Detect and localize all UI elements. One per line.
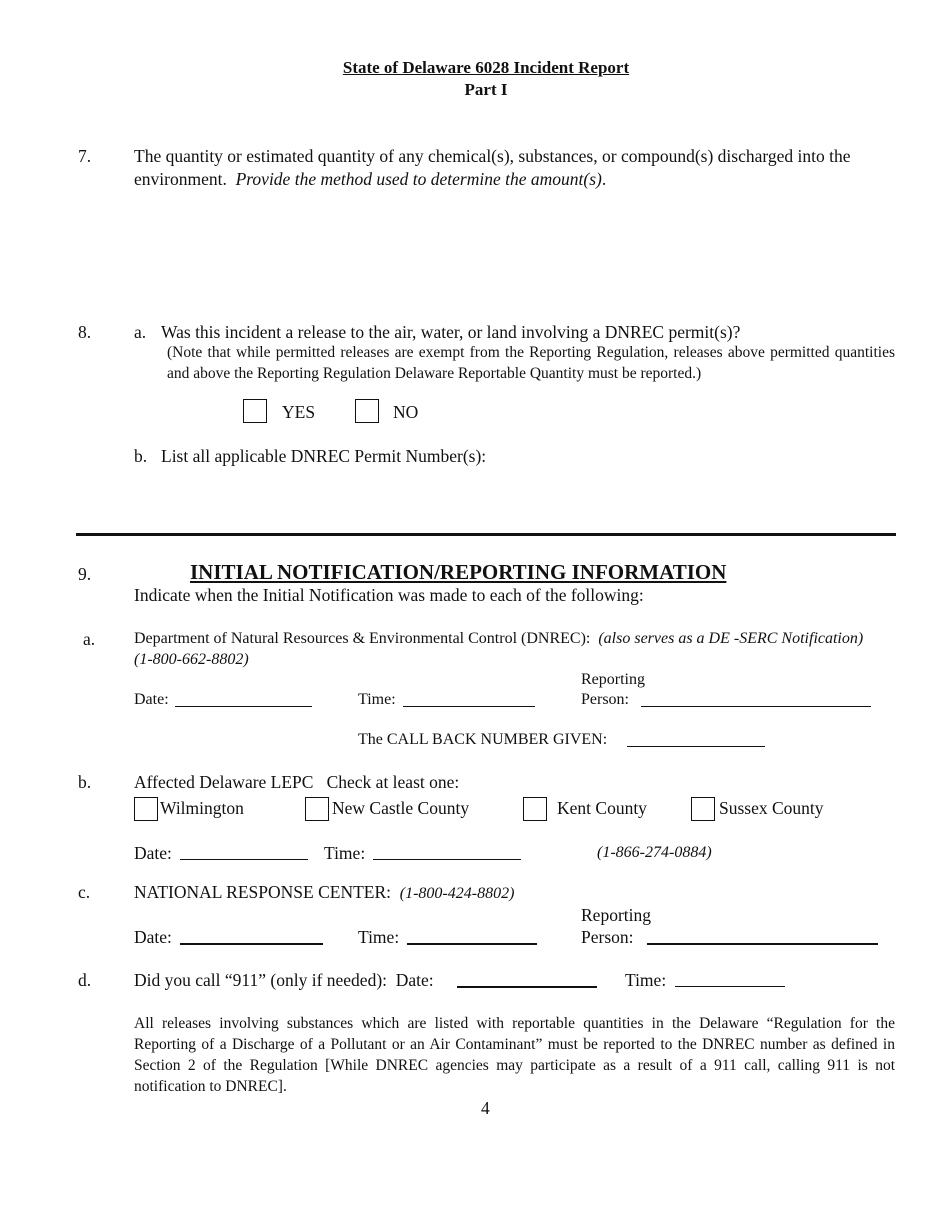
wilmington-checkbox[interactable] [134,797,158,821]
lepc-title: Affected Delaware LEPC [134,772,314,792]
q9b-phone: (1-866-274-0884) [597,844,712,861]
q8-number: 8. [78,322,92,342]
q7-text-line1: The quantity or estimated quantity of any chemical(s), substances, or compound(s) discharged into the [134,146,851,166]
q9c-reporting-label: Reporting [581,905,651,925]
q7-method-instruction: Provide the method used to determine the amount(s) [235,169,602,189]
sussex-county-checkbox[interactable] [691,797,715,821]
q9a-time-field[interactable] [403,706,535,707]
q9a-label: a. [83,629,96,649]
q9a-agency-name: Department of Natural Resources & Environmental Control (DNREC): [134,630,591,647]
q9d-date-field[interactable] [457,986,597,988]
sussex-county-label: Sussex County [719,798,824,818]
q9d-date-label: Date: [395,970,434,990]
q9b-label: b. [78,772,92,792]
lepc-check-note: Check at least one: [326,772,460,792]
q9b-time-field[interactable] [373,859,521,860]
q9d-time-label: Time: [625,970,667,990]
q9-heading: INITIAL NOTIFICATION/REPORTING INFORMATION [190,560,727,584]
nrc-phone: (1-800-424-8802) [399,885,515,902]
kent-county-label: Kent County [557,798,647,818]
q9a-agency-note: (also serves as a DE -SERC Notification) [598,630,864,647]
report-title: State of Delaware 6028 Incident Report [342,58,630,77]
q9a-callback-label: The CALL BACK NUMBER GIVEN: [358,731,608,748]
q9a-time-label: Time: [358,691,396,708]
q9a-reporting-label: Reporting [581,671,645,688]
q9c-time-label: Time: [358,927,400,947]
nrc-title: NATIONAL RESPONSE CENTER: [134,882,391,902]
q9c-title [134,882,514,903]
q8a-note: (Note that while permitted releases are exempt from the Reporting Regulation, releases above permitted quantities and above the Reporting Regulation Delaware Reportable Quantity must be reported.) [167,344,895,382]
q9a-date-field[interactable] [175,706,312,707]
q9d-label: d. [78,970,92,990]
no-label: NO [393,402,419,422]
q7-text-line2 [134,169,606,190]
q7-text-end: . [601,169,607,189]
page-number: 4 [481,1098,490,1118]
q9d-question-text: Did you call “911” (only if needed): [134,970,388,990]
q9d-question [134,970,434,991]
section-divider [76,533,896,536]
q7-text-line2-start: environment. [134,169,227,189]
new-castle-county-label: New Castle County [332,798,470,818]
q9a-phone: (1-800-662-8802) [134,651,249,668]
q9a-callback-field[interactable] [627,746,765,747]
q9d-time-field[interactable] [675,986,785,987]
q9b-time-label: Time: [324,843,366,863]
q9c-person-field[interactable] [647,943,878,945]
q9b-title [134,772,459,793]
q9a-agency [134,630,863,648]
no-checkbox[interactable] [355,399,379,423]
q9c-time-field[interactable] [407,943,537,945]
q9a-person-label: Person: [581,691,629,708]
kent-county-checkbox[interactable] [523,797,547,821]
q9b-date-field[interactable] [180,859,308,860]
new-castle-county-checkbox[interactable] [305,797,329,821]
q8a-label: a. [134,322,147,342]
q9a-person-field[interactable] [641,706,871,707]
q9-number: 9. [78,564,92,584]
q8b-text: List all applicable DNREC Permit Number(s): [161,446,487,466]
regulation-footnote: All releases involving substances which are listed with reportable quantities in the Delaware “Regulation for the Reporting of a Discharge of a Pollutant or an Air Contaminant” must be reported to the DNREC number as defined in Section 2 of the Regulation [While DNREC agencies may participate as a result of a 911 call, calling 911 is not notification to DNREC]. [134,1015,895,1095]
q9c-label: c. [78,882,91,902]
q8b-label: b. [134,446,148,466]
q7-number: 7. [78,146,92,166]
q9c-date-field[interactable] [180,943,323,945]
q9-intro: Indicate when the Initial Notification was made to each of the following: [134,585,644,605]
wilmington-label: Wilmington [160,798,244,818]
yes-label: YES [282,402,316,422]
q9c-date-label: Date: [134,927,172,947]
q9b-date-label: Date: [134,843,172,863]
q9c-person-label: Person: [581,927,634,947]
q8a-question: Was this incident a release to the air, water, or land involving a DNREC permit(s)? [161,322,741,342]
report-part: Part I [464,80,508,99]
yes-checkbox[interactable] [243,399,267,423]
q9a-date-label: Date: [134,691,169,708]
